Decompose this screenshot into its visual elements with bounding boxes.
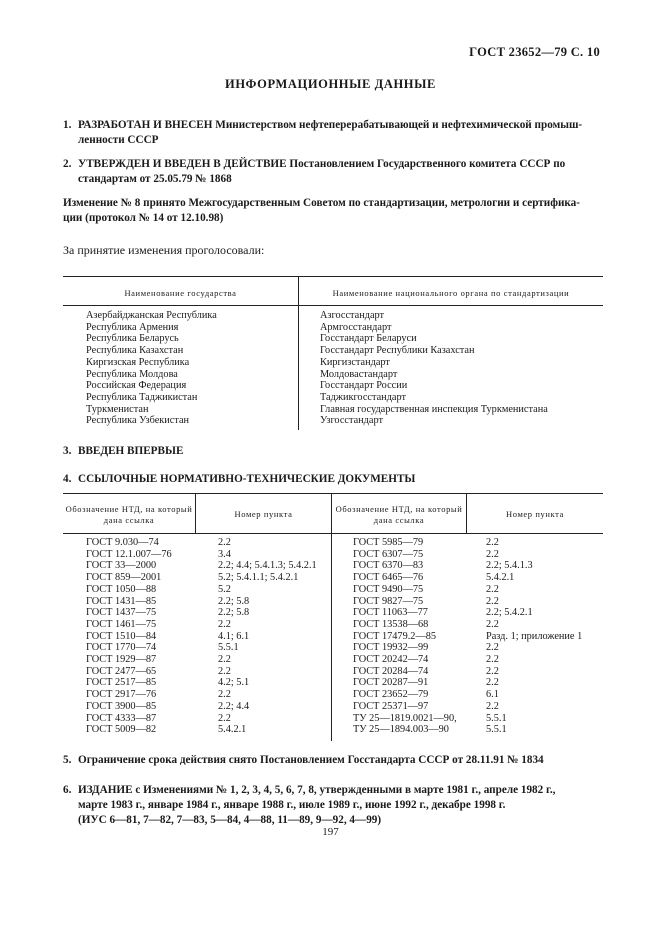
ref-header-doc-left: Обозначение НТД, на который дана ссылка — [65, 504, 193, 525]
change-note — [63, 196, 603, 226]
table-cell: 2.2 — [218, 712, 231, 724]
table-row: ГОСТ 19932—99 — [353, 642, 429, 654]
table-row: ГОСТ 17479.2—85 — [353, 630, 437, 642]
table-row: ГОСТ 25371—97 — [353, 700, 429, 712]
item-1-number: 1. — [63, 119, 72, 131]
list-item: Таджикгосстандарт — [320, 391, 407, 403]
item-3 — [63, 444, 603, 459]
list-item: Госстандарт Беларуси — [320, 333, 417, 345]
ref-right-docs — [353, 537, 457, 736]
list-item: Узгосстандарт — [320, 415, 383, 427]
table-row: ГОСТ 23652—79 — [353, 689, 429, 701]
ref-header-doc-right: Обозначение НТД, на который дана ссылка — [335, 504, 463, 525]
table-row: ГОСТ 2477—65 — [86, 665, 157, 677]
ref-table-top-rule — [63, 493, 603, 494]
table-cell: 2.2; 5.4.1.3 — [486, 560, 533, 572]
table-cell: 5.2; 5.4.1.1; 5.4.2.1 — [218, 572, 299, 584]
table-row: ГОСТ 33—2000 — [86, 560, 157, 572]
vote-header-state: Наименование государства — [124, 288, 237, 298]
item-3-text: ВВЕДЕН ВПЕРВЫЕ — [78, 445, 184, 457]
table-row: ГОСТ 1431—85 — [86, 595, 157, 607]
item-6-number: 6. — [63, 784, 72, 796]
table-row: ГОСТ 11063—77 — [353, 607, 428, 619]
item-5-number: 5. — [63, 754, 72, 766]
table-row: ГОСТ 20284—74 — [353, 665, 429, 677]
table-cell: 5.5.1 — [486, 724, 507, 736]
item-2 — [63, 157, 603, 187]
table-row: ГОСТ 1461—75 — [86, 618, 157, 630]
item-4 — [63, 472, 603, 487]
table-row: ГОСТ 6370—83 — [353, 560, 424, 572]
item-3-number: 3. — [63, 445, 72, 457]
table-row: ГОСТ 2917—76 — [86, 689, 157, 701]
table-cell: 2.2; 4.4 — [218, 700, 250, 712]
table-cell: 2.2 — [486, 548, 499, 560]
table-cell: 5.5.1 — [486, 712, 507, 724]
table-row: ГОСТ 9.030—74 — [86, 537, 159, 548]
item-5 — [63, 753, 603, 768]
table-row: ГОСТ 2517—85 — [86, 677, 157, 689]
table-cell: 2.2 — [218, 618, 231, 630]
vote-intro: За принятие изменения проголосовали: — [63, 243, 265, 257]
list-item: Азгосстандарт — [320, 310, 385, 321]
item-1 — [63, 118, 603, 148]
vote-table-top-rule — [63, 276, 603, 277]
page-number: 197 — [322, 826, 339, 838]
list-item: Киргизстандарт — [320, 356, 390, 368]
table-cell: 2.2 — [486, 618, 499, 630]
item-1-line1: РАЗРАБОТАН И ВНЕСЕН Министерством нефтеперерабатывающей и нефтехимической промыш- — [78, 119, 583, 131]
item-6 — [63, 783, 603, 828]
item-2-line1: УТВЕРЖДЕН И ВВЕДЕН В ДЕЙСТВИЕ Постановлением Государственного комитета СССР по — [78, 158, 566, 170]
table-cell: 2.2 — [486, 654, 499, 666]
ref-table-center-divider — [331, 493, 332, 741]
table-cell: 2.2 — [486, 677, 499, 689]
table-row: ГОСТ 6307—75 — [353, 548, 424, 560]
table-cell: Разд. 1; приложение 1 — [486, 630, 583, 642]
table-cell: 5.4.2.1 — [486, 572, 515, 584]
vote-header-body: Наименование национального органа по стандартизации — [332, 288, 570, 298]
list-item: Туркменистан — [86, 403, 149, 415]
ref-table-header-rule — [63, 533, 603, 534]
list-item: Армгосстандарт — [320, 321, 392, 333]
table-cell: 5.5.1 — [218, 642, 239, 654]
ref-header-point-right: Номер пункта — [506, 509, 564, 519]
vote-table-divider — [298, 276, 299, 430]
list-item: Госстандарт России — [320, 380, 408, 392]
table-row: ГОСТ 6465—76 — [353, 572, 424, 584]
list-item: Республика Беларусь — [86, 333, 179, 345]
ref-left-docs — [86, 537, 172, 736]
item-4-text: ССЫЛОЧНЫЕ НОРМАТИВНО-ТЕХНИЧЕСКИЕ ДОКУМЕНТЫ — [78, 473, 416, 485]
vote-table-header-rule — [63, 305, 603, 306]
table-cell: 2.2 — [486, 700, 499, 712]
list-item: Азербайджанская Республика — [86, 310, 217, 321]
change-note-line2: ции (протокол № 14 от 12.10.98) — [63, 212, 224, 224]
ref-left-points — [218, 537, 317, 736]
list-item: Республика Узбекистан — [86, 415, 190, 427]
table-cell: 2.2 — [486, 665, 499, 677]
list-item: Республика Молдова — [86, 368, 178, 380]
table-row: ГОСТ 3900—85 — [86, 700, 157, 712]
list-item: Российская Федерация — [86, 380, 187, 392]
list-item: Республика Армения — [86, 321, 179, 333]
page-header: ГОСТ 23652—79 С. 10 — [469, 45, 600, 59]
item-6-line2: марте 1983 г., январе 1984 г., январе 1988 г., июле 1989 г., июне 1992 г., декабре 1998 г. — [78, 799, 506, 811]
list-item: Молдовастандарт — [320, 368, 398, 380]
table-cell: 2.2; 5.8 — [218, 607, 250, 619]
list-item: Республика Казахстан — [86, 345, 184, 357]
table-row: ГОСТ 1770—74 — [86, 642, 157, 654]
item-6-line3: (ИУС 6—81, 7—82, 7—83, 5—84, 4—88, 11—89, 9—92, 4—99) — [78, 814, 382, 826]
table-row: ГОСТ 1050—88 — [86, 583, 157, 595]
table-cell: 2.2; 5.4.2.1 — [486, 607, 533, 619]
table-cell: 3.4 — [218, 548, 231, 560]
table-row: ГОСТ 12.1.007—76 — [86, 548, 172, 560]
vote-states-list — [86, 310, 217, 427]
table-cell: 5.4.2.1 — [218, 724, 247, 736]
table-cell: 2.2 — [218, 665, 231, 677]
item-6-line1: ИЗДАНИЕ с Изменениями № 1, 2, 3, 4, 5, 6, 7, 8, утвержденными в марте 1981 г., апреле 1982 г., — [78, 784, 556, 796]
table-cell: 2.2 — [218, 537, 231, 548]
list-item: Киргизская Республика — [86, 356, 190, 368]
table-cell: 6.1 — [486, 689, 499, 701]
table-row: ТУ 25—1894.003—90 — [353, 724, 449, 736]
table-row: ГОСТ 13538—68 — [353, 618, 429, 630]
table-cell: 2.2 — [218, 654, 231, 666]
table-cell: 2.2 — [486, 595, 499, 607]
list-item: Госстандарт Республики Казахстан — [320, 345, 475, 357]
table-row: ГОСТ 20242—74 — [353, 654, 429, 666]
ref-right-points — [486, 537, 582, 736]
item-4-number: 4. — [63, 473, 72, 485]
table-cell: 2.2; 5.8 — [218, 595, 250, 607]
table-cell: 5.2 — [218, 583, 231, 595]
table-cell: 2.2; 4.4; 5.4.1.3; 5.4.2.1 — [218, 560, 317, 572]
table-row: ГОСТ 1929—87 — [86, 654, 157, 666]
table-cell: 2.2 — [486, 583, 499, 595]
item-2-line2: стандартам от 25.05.79 № 1868 — [78, 173, 232, 185]
table-row: ТУ 25—1819.0021—90, — [353, 712, 457, 724]
vote-bodies-list — [320, 310, 548, 427]
table-row: ГОСТ 9827—75 — [353, 595, 424, 607]
table-row: ГОСТ 5009—82 — [86, 724, 157, 736]
table-cell: 4.2; 5.1 — [218, 677, 250, 689]
table-cell: 2.2 — [218, 689, 231, 701]
section-title: ИНФОРМАЦИОННЫЕ ДАННЫЕ — [225, 77, 436, 91]
table-row: ГОСТ 5985—79 — [353, 537, 424, 548]
table-cell: 2.2 — [486, 537, 499, 548]
item-5-text: Ограничение срока действия снято Постановлением Госстандарта СССР от 28.11.91 № 1834 — [78, 754, 544, 766]
list-item: Главная государственная инспекция Туркменистана — [320, 403, 548, 415]
table-row: ГОСТ 20287—91 — [353, 677, 429, 689]
item-1-line2: ленности СССР — [78, 134, 159, 146]
table-row: ГОСТ 9490—75 — [353, 583, 424, 595]
table-cell: 2.2 — [486, 642, 499, 654]
item-2-number: 2. — [63, 158, 72, 170]
table-row: ГОСТ 4333—87 — [86, 712, 157, 724]
table-row: ГОСТ 859—2001 — [86, 572, 162, 584]
change-note-line1: Изменение № 8 принято Межгосударственным Советом по стандартизации, метрологии и сертифика- — [63, 197, 580, 209]
ref-header-point-left: Номер пункта — [234, 509, 293, 519]
table-cell: 4.1; 6.1 — [218, 630, 250, 642]
list-item: Республика Таджикистан — [86, 391, 198, 403]
table-row: ГОСТ 1437—75 — [86, 607, 157, 619]
table-row: ГОСТ 1510—84 — [86, 630, 157, 642]
